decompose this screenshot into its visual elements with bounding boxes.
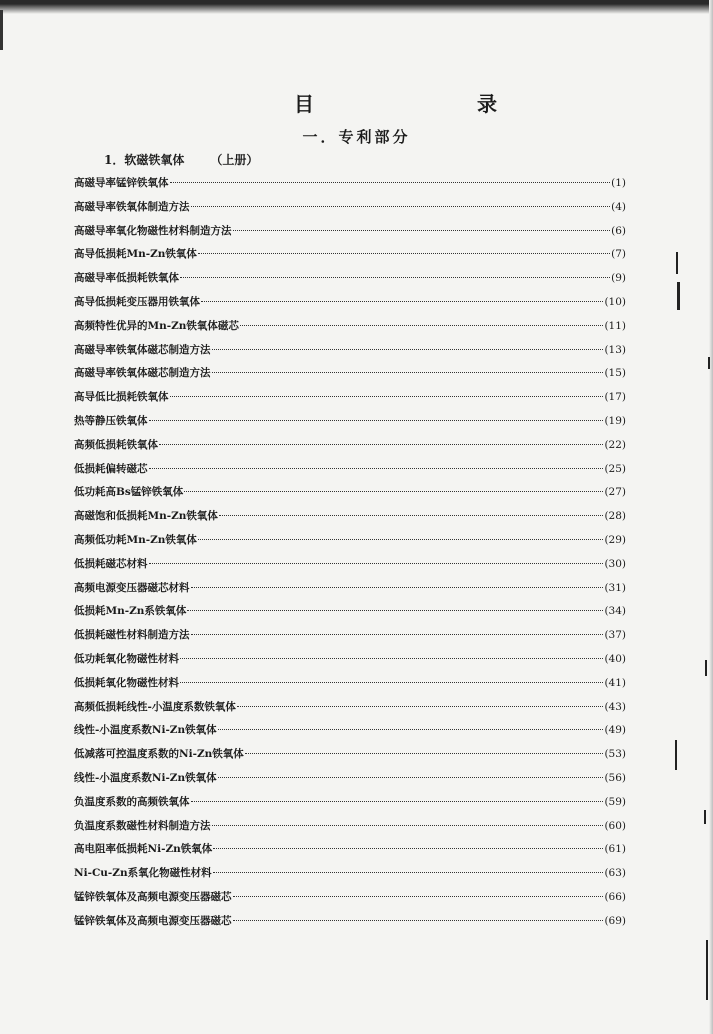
toc-entry	[74, 862, 626, 886]
section-heading: 一．专利部分	[302, 128, 411, 146]
toc-entry	[74, 719, 626, 743]
toc-entry-title: 低减落可控温度系数的Ni-Zn铁氧体	[74, 748, 244, 761]
toc-entry-title: 低损耗磁性材料制造方法	[74, 629, 190, 642]
toc-entry-title: 低损耗Mn-Zn系铁氧体	[74, 605, 187, 618]
toc-entry	[74, 672, 626, 696]
toc-entry-title: 高磁导率铁氧体制造方法	[74, 200, 190, 213]
toc-entry	[74, 220, 626, 244]
toc-entry-page: (30)	[604, 557, 626, 570]
subsection-heading	[104, 151, 258, 168]
toc-leader-dots	[218, 719, 604, 730]
toc-entry	[74, 791, 626, 815]
toc-entry-title: 线性-小温度系数Ni-Zn铁氧体	[74, 724, 217, 737]
toc-leader-dots	[212, 339, 604, 350]
toc-entry	[74, 481, 626, 505]
table-of-contents	[74, 172, 626, 934]
toc-entry-page: (61)	[604, 843, 626, 856]
toc-entry-title: 高导低损耗Mn-Zn铁氧体	[74, 248, 197, 261]
toc-entry	[74, 172, 626, 196]
toc-entry-title: 高频低损耗线性-小温度系数铁氧体	[74, 700, 236, 713]
scan-right-edge	[709, 0, 713, 1034]
toc-entry-page: (63)	[604, 867, 626, 880]
toc-leader-dots	[180, 267, 610, 278]
toc-entry-page: (31)	[604, 581, 626, 594]
toc-leader-dots	[180, 648, 603, 659]
toc-leader-dots	[198, 243, 610, 254]
toc-entry-page: (15)	[604, 367, 626, 380]
toc-leader-dots	[170, 386, 604, 397]
toc-entry-page: (41)	[604, 676, 626, 689]
toc-entry-title: 高导低比损耗铁氧体	[74, 391, 169, 404]
toc-leader-dots	[184, 481, 603, 492]
toc-leader-dots	[237, 696, 604, 707]
scan-left-edge	[0, 10, 3, 50]
toc-entry-page: (60)	[604, 819, 626, 832]
toc-entry-title: 低损耗氧化物磁性材料	[74, 676, 179, 689]
toc-entry	[74, 291, 626, 315]
toc-entry-title: 高频低损耗铁氧体	[74, 438, 158, 451]
toc-leader-dots	[233, 886, 604, 897]
toc-entry-title: 高磁饱和低损耗Mn-Zn铁氧体	[74, 510, 218, 523]
toc-entry-page: (28)	[604, 510, 626, 523]
subsection-label: 1．软磁铁氧体	[104, 153, 185, 167]
toc-entry	[74, 910, 626, 934]
toc-leader-dots	[212, 815, 604, 826]
toc-entry-title: 低损耗偏转磁芯	[74, 462, 148, 475]
toc-leader-dots	[245, 743, 604, 754]
toc-entry-page: (56)	[604, 771, 626, 784]
toc-entry-title: 高导低损耗变压器用铁氧体	[74, 295, 200, 308]
toc-entry	[74, 696, 626, 720]
toc-entry	[74, 315, 626, 339]
toc-entry-page: (37)	[604, 629, 626, 642]
toc-entry-page: (4)	[611, 200, 626, 213]
toc-entry-title: 高频电源变压器磁芯材料	[74, 581, 190, 594]
page-title: 目 录	[294, 92, 575, 116]
toc-entry	[74, 505, 626, 529]
scan-mark	[705, 660, 707, 676]
toc-entry	[74, 458, 626, 482]
toc-entry	[74, 767, 626, 791]
toc-entry-title: 负温度系数磁性材料制造方法	[74, 819, 211, 832]
toc-leader-dots	[240, 315, 604, 326]
toc-entry	[74, 648, 626, 672]
toc-leader-dots	[170, 172, 611, 183]
toc-entry	[74, 886, 626, 910]
toc-entry	[74, 838, 626, 862]
toc-entry-page: (49)	[604, 724, 626, 737]
toc-entry	[74, 577, 626, 601]
toc-entry-page: (27)	[604, 486, 626, 499]
toc-entry	[74, 743, 626, 767]
toc-entry-page: (22)	[604, 438, 626, 451]
toc-leader-dots	[218, 767, 604, 778]
subsection-volume: （上册）	[210, 153, 259, 167]
toc-entry-title: Ni-Cu-Zn系氧化物磁性材料	[74, 867, 212, 880]
scan-mark	[675, 740, 677, 770]
toc-entry-page: (10)	[604, 295, 626, 308]
toc-leader-dots	[149, 410, 604, 421]
toc-leader-dots	[149, 553, 604, 564]
toc-entry	[74, 196, 626, 220]
toc-leader-dots	[191, 196, 611, 207]
toc-entry	[74, 815, 626, 839]
toc-entry-page: (13)	[604, 343, 626, 356]
toc-entry	[74, 624, 626, 648]
toc-entry-title: 低功耗高Bs锰锌铁氧体	[74, 486, 184, 499]
scan-mark	[676, 252, 678, 274]
toc-entry	[74, 243, 626, 267]
toc-entry-page: (34)	[604, 605, 626, 618]
toc-entry	[74, 267, 626, 291]
toc-entry-page: (53)	[604, 748, 626, 761]
toc-leader-dots	[213, 862, 604, 873]
toc-entry	[74, 339, 626, 363]
toc-leader-dots	[212, 362, 604, 373]
toc-entry-page: (66)	[604, 890, 626, 903]
toc-entry-title: 高磁导率铁氧体磁芯制造方法	[74, 343, 211, 356]
toc-entry-title: 低功耗氧化物磁性材料	[74, 652, 179, 665]
toc-entry-title: 热等静压铁氧体	[74, 414, 148, 427]
toc-leader-dots	[191, 624, 604, 635]
toc-entry-page: (6)	[611, 224, 626, 237]
scan-top-edge	[0, 0, 713, 14]
toc-entry	[74, 410, 626, 434]
toc-leader-dots	[201, 291, 603, 302]
scan-mark	[708, 357, 710, 369]
toc-entry-page: (43)	[604, 700, 626, 713]
toc-entry-title: 高磁导率低损耗铁氧体	[74, 272, 179, 285]
toc-entry-page: (1)	[611, 177, 626, 189]
toc-leader-dots	[219, 505, 604, 516]
toc-entry-title: 线性-小温度系数Ni-Zn铁氧体	[74, 771, 217, 784]
toc-entry	[74, 553, 626, 577]
scan-mark	[677, 282, 680, 310]
toc-entry-title: 高电阻率低损耗Ni-Zn铁氧体	[74, 843, 213, 856]
toc-leader-dots	[159, 434, 603, 445]
toc-leader-dots	[180, 672, 603, 683]
toc-entry	[74, 362, 626, 386]
toc-leader-dots	[191, 791, 604, 802]
toc-leader-dots	[233, 910, 604, 921]
toc-leader-dots	[213, 838, 603, 849]
toc-entry-title: 负温度系数的高频铁氧体	[74, 795, 190, 808]
toc-entry-page: (59)	[604, 795, 626, 808]
toc-leader-dots	[198, 529, 604, 540]
toc-entry-title: 高磁导率锰锌铁氧体	[74, 177, 169, 189]
toc-leader-dots	[149, 458, 604, 469]
toc-entry-title: 锰锌铁氧体及高频电源变压器磁芯	[74, 914, 232, 927]
toc-entry-title: 高频特性优异的Mn-Zn铁氧体磁芯	[74, 319, 239, 332]
toc-entry-page: (40)	[604, 652, 626, 665]
toc-entry	[74, 529, 626, 553]
toc-leader-dots	[187, 600, 603, 611]
toc-entry-page: (17)	[604, 391, 626, 404]
toc-entry-page: (9)	[611, 272, 626, 285]
toc-entry	[74, 600, 626, 624]
toc-entry-title: 高频低功耗Mn-Zn铁氧体	[74, 533, 197, 546]
toc-entry-page: (11)	[604, 319, 626, 332]
toc-entry-page: (7)	[611, 248, 626, 261]
toc-entry	[74, 434, 626, 458]
toc-entry-title: 高磁导率氧化物磁性材料制造方法	[74, 224, 232, 237]
scan-mark	[704, 810, 706, 824]
toc-leader-dots	[233, 220, 611, 231]
toc-entry-title: 锰锌铁氧体及高频电源变压器磁芯	[74, 890, 232, 903]
toc-entry-page: (19)	[604, 414, 626, 427]
toc-entry-page: (25)	[604, 462, 626, 475]
toc-entry-title: 低损耗磁芯材料	[74, 557, 148, 570]
toc-entry-page: (69)	[604, 914, 626, 927]
scan-mark	[706, 940, 708, 1000]
toc-entry-page: (29)	[604, 533, 626, 546]
toc-leader-dots	[191, 577, 604, 588]
toc-entry-title: 高磁导率铁氧体磁芯制造方法	[74, 367, 211, 380]
toc-entry	[74, 386, 626, 410]
